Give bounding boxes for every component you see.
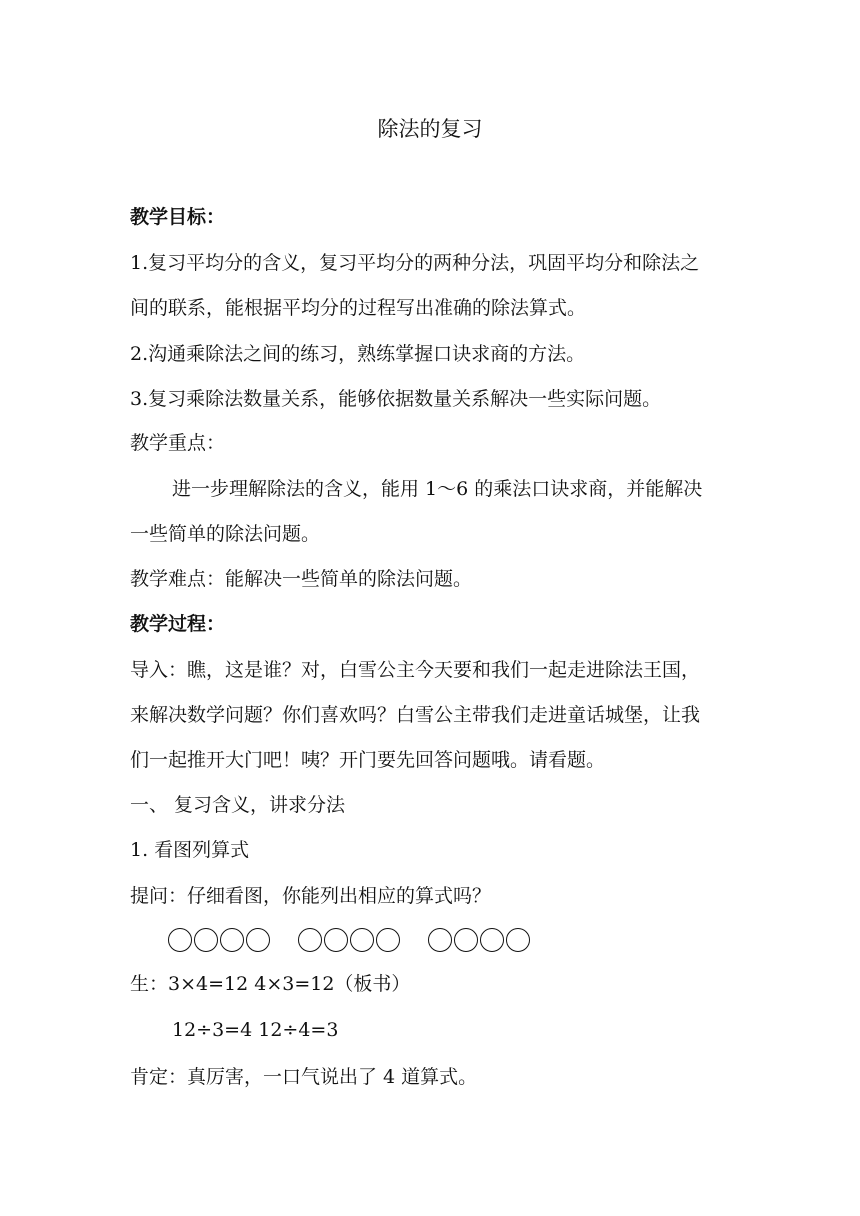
objectives-heading: 教学目标： [130, 206, 226, 228]
intro-line-1: 导入：瞧，这是谁？对，白雪公主今天要和我们一起走进除法王国， [130, 659, 701, 681]
student-answer-2: 12÷3=4 12÷4=3 [172, 1019, 339, 1041]
intro-line-2: 来解决数学问题？你们喜欢吗？白雪公主带我们走进童话城堡，让我 [130, 704, 701, 726]
objective-1-line-2: 间的联系，能根据平均分的过程写出准确的除法算式。 [130, 297, 587, 319]
circle-shape [194, 928, 218, 952]
circle-shape [376, 928, 400, 952]
circle-group [168, 928, 272, 952]
circle-shape [350, 928, 374, 952]
section-heading-1: 一、 复习含义，讲求分法 [130, 794, 346, 816]
key-points-line-2: 一些简单的除法问题。 [130, 523, 321, 545]
subsection-heading-1: 1. 看图列算式 [130, 839, 250, 861]
question-text: 提问：仔细看图，你能列出相应的算式吗？ [130, 885, 492, 907]
circle-shape [298, 928, 322, 952]
objective-2: 2.沟通乘除法之间的练习，熟练掌握口诀求商的方法。 [130, 343, 586, 365]
circle-diagram [168, 926, 558, 954]
objective-3: 3.复习乘除法数量关系，能够依据数量关系解决一些实际问题。 [130, 388, 662, 410]
circle-shape [428, 928, 452, 952]
circle-shape [506, 928, 530, 952]
circle-shape [480, 928, 504, 952]
circle-shape [220, 928, 244, 952]
difficulty-text: 教学难点：能解决一些简单的除法问题。 [130, 568, 473, 590]
intro-line-3: 们一起推开大门吧！咦？开门要先回答问题哦。请看题。 [130, 749, 606, 771]
key-points-line-1: 进一步理解除法的含义，能用 1～6 的乘法口诀求商，并能解决 [172, 478, 703, 500]
student-answer-1: 生：3×4=12 4×3=12（板书） [130, 973, 411, 995]
circle-shape [246, 928, 270, 952]
affirmation-text: 肯定：真厉害，一口气说出了 4 道算式。 [130, 1066, 478, 1088]
circle-group [298, 928, 402, 952]
document-title: 除法的复习 [377, 117, 483, 141]
circle-shape [324, 928, 348, 952]
circle-group [428, 928, 532, 952]
circle-shape [454, 928, 478, 952]
objective-1-line-1: 1.复习平均分的含义，复习平均分的两种分法，巩固平均分和除法之 [130, 252, 700, 274]
process-heading: 教学过程： [130, 613, 226, 635]
key-points-heading: 教学重点： [130, 432, 226, 454]
circle-shape [168, 928, 192, 952]
